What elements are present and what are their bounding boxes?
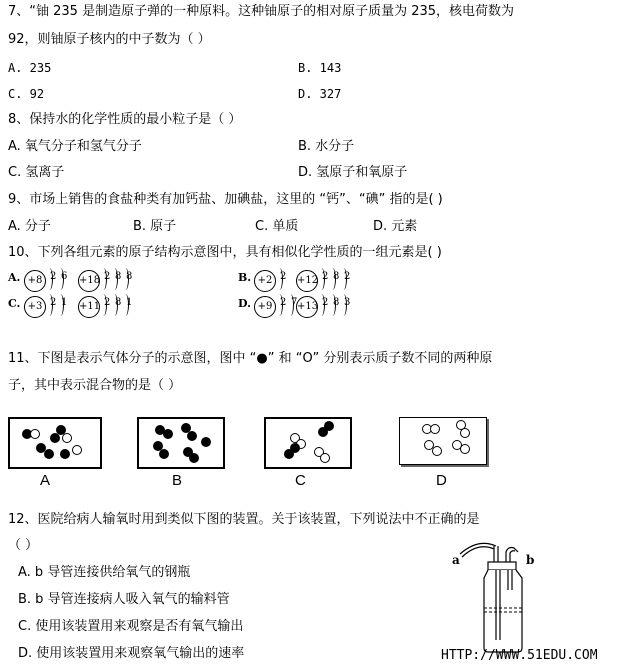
electron-shell-count: 1 [126,297,133,308]
black-atom [163,429,173,439]
black-atom [50,433,60,443]
atom-option-label: A. [8,271,21,284]
q7-option-a: A. 235 [8,61,52,75]
molecule-box-a [8,417,102,469]
electron-shell-count: 2 [322,297,329,308]
tube-label-b: b [526,553,535,567]
electron-shell-count: 2 [50,271,57,282]
electron-shell-count: 8 [115,271,122,282]
atom-option-label: D. [238,297,251,310]
q9-option-b: B. 原子 [133,219,177,234]
electron-shell-count: 3 [344,297,351,308]
q7-option-c: C. 92 [8,87,45,101]
atom-option-label: C. [8,297,21,310]
caption-d: D [436,472,447,489]
electron-shell-count: 2 [280,271,287,282]
white-atom [460,428,470,438]
q7-option-d: D. 327 [298,87,342,101]
white-atom [30,429,40,439]
black-atom [44,449,54,459]
tube-label-a: a [452,553,460,567]
q8-option-d: D. 氢原子和氧原子 [298,165,408,180]
electron-shell-count: 2 [104,297,111,308]
electron-shell-count: 1 [61,297,68,308]
white-atom [430,424,440,434]
atom-nucleus: +8 [24,270,46,292]
black-atom [60,449,70,459]
electron-shell-count: 8 [115,297,122,308]
black-atom [201,437,211,447]
q11-stem-line2: 子，其中表示混合物的是（ ） [8,378,182,393]
white-atom [460,444,470,454]
molecule-box-b [137,417,225,469]
electron-shell-count: 8 [333,271,340,282]
electron-shell-count: 8 [333,297,340,308]
q12-option-d: D. 使用该装置用来观察氧气输出的速率 [18,646,245,661]
white-atom [320,453,330,463]
black-atom [187,431,197,441]
q9-option-d: D. 元素 [373,219,418,234]
atom-nucleus: +12 [296,270,318,292]
atom-nucleus: +13 [296,296,318,318]
q9-option-a: A. 分子 [8,219,51,234]
q10-stem: 10、下列各组元素的原子结构示意图中，具有相似化学性质的一组元素是( ) [8,245,442,260]
molecule-box-d [399,417,487,465]
q12-stem-line1: 12、医院给病人输氧时用到类似下图的装置。关于该装置，下列说法中不正确的是 [8,512,480,527]
q12-option-b: B. b 导管连接病人吸入氧气的输料管 [18,592,230,607]
watermark-url: HTTP://WWW.51EDU.COM [441,648,598,663]
black-atom [159,449,169,459]
electron-shell-count: 2 [280,297,287,308]
atom-nucleus: +11 [78,296,100,318]
atom-nucleus: +2 [254,270,276,292]
electron-shell-count: 2 [104,271,111,282]
q9-stem: 9、市场上销售的食盐种类有加钙盐、加碘盐，这里的 “钙”、“碘” 指的是( ) [8,192,443,207]
q12-option-a: A. b 导管连接供给氧气的钢瓶 [18,565,191,580]
atom-nucleus: +3 [24,296,46,318]
atom-nucleus: +9 [254,296,276,318]
molecule-box-c [264,417,352,469]
caption-b: B [172,472,183,489]
q12-stem-line2: （ ） [8,538,39,553]
q8-option-b: B. 水分子 [298,139,355,154]
white-atom [62,433,72,443]
white-atom [432,446,442,456]
white-atom [72,445,82,455]
q8-option-a: A. 氧气分子和氢气分子 [8,139,142,154]
electron-shell-count: 2 [322,271,329,282]
atom-option-label: B. [238,271,252,284]
q8-option-c: C. 氢离子 [8,165,65,180]
electron-shell-count: 7 [291,297,298,308]
caption-a: A [40,472,51,489]
q11-stem-line1: 11、下图是表示气体分子的示意图，图中 “●” 和 “O” 分别表示质子数不同的两种原 [8,351,493,366]
electron-shell-count: 2 [50,297,57,308]
electron-shell-count: 2 [344,271,351,282]
q7-stem-line1: 7、“铀 235 是制造原子弹的一种原料。这种铀原子的相对原子质量为 235，核电荷数为 [8,4,515,19]
black-atom [290,443,300,453]
electron-shell-count: 6 [61,271,68,282]
q9-option-c: C. 单质 [255,219,299,234]
q7-stem-line2: 92，则铀原子核内的中子数为（ ） [8,32,211,47]
q8-stem: 8、保持水的化学性质的最小粒子是（ ） [8,112,242,127]
atom-nucleus: +18 [78,270,100,292]
q7-option-b: B. 143 [298,61,342,75]
black-atom [189,453,199,463]
electron-shell-count: 8 [126,271,133,282]
black-atom [324,421,334,431]
caption-c: C [295,472,306,489]
q12-option-c: C. 使用该装置用来观察是否有氧气输出 [18,619,244,634]
